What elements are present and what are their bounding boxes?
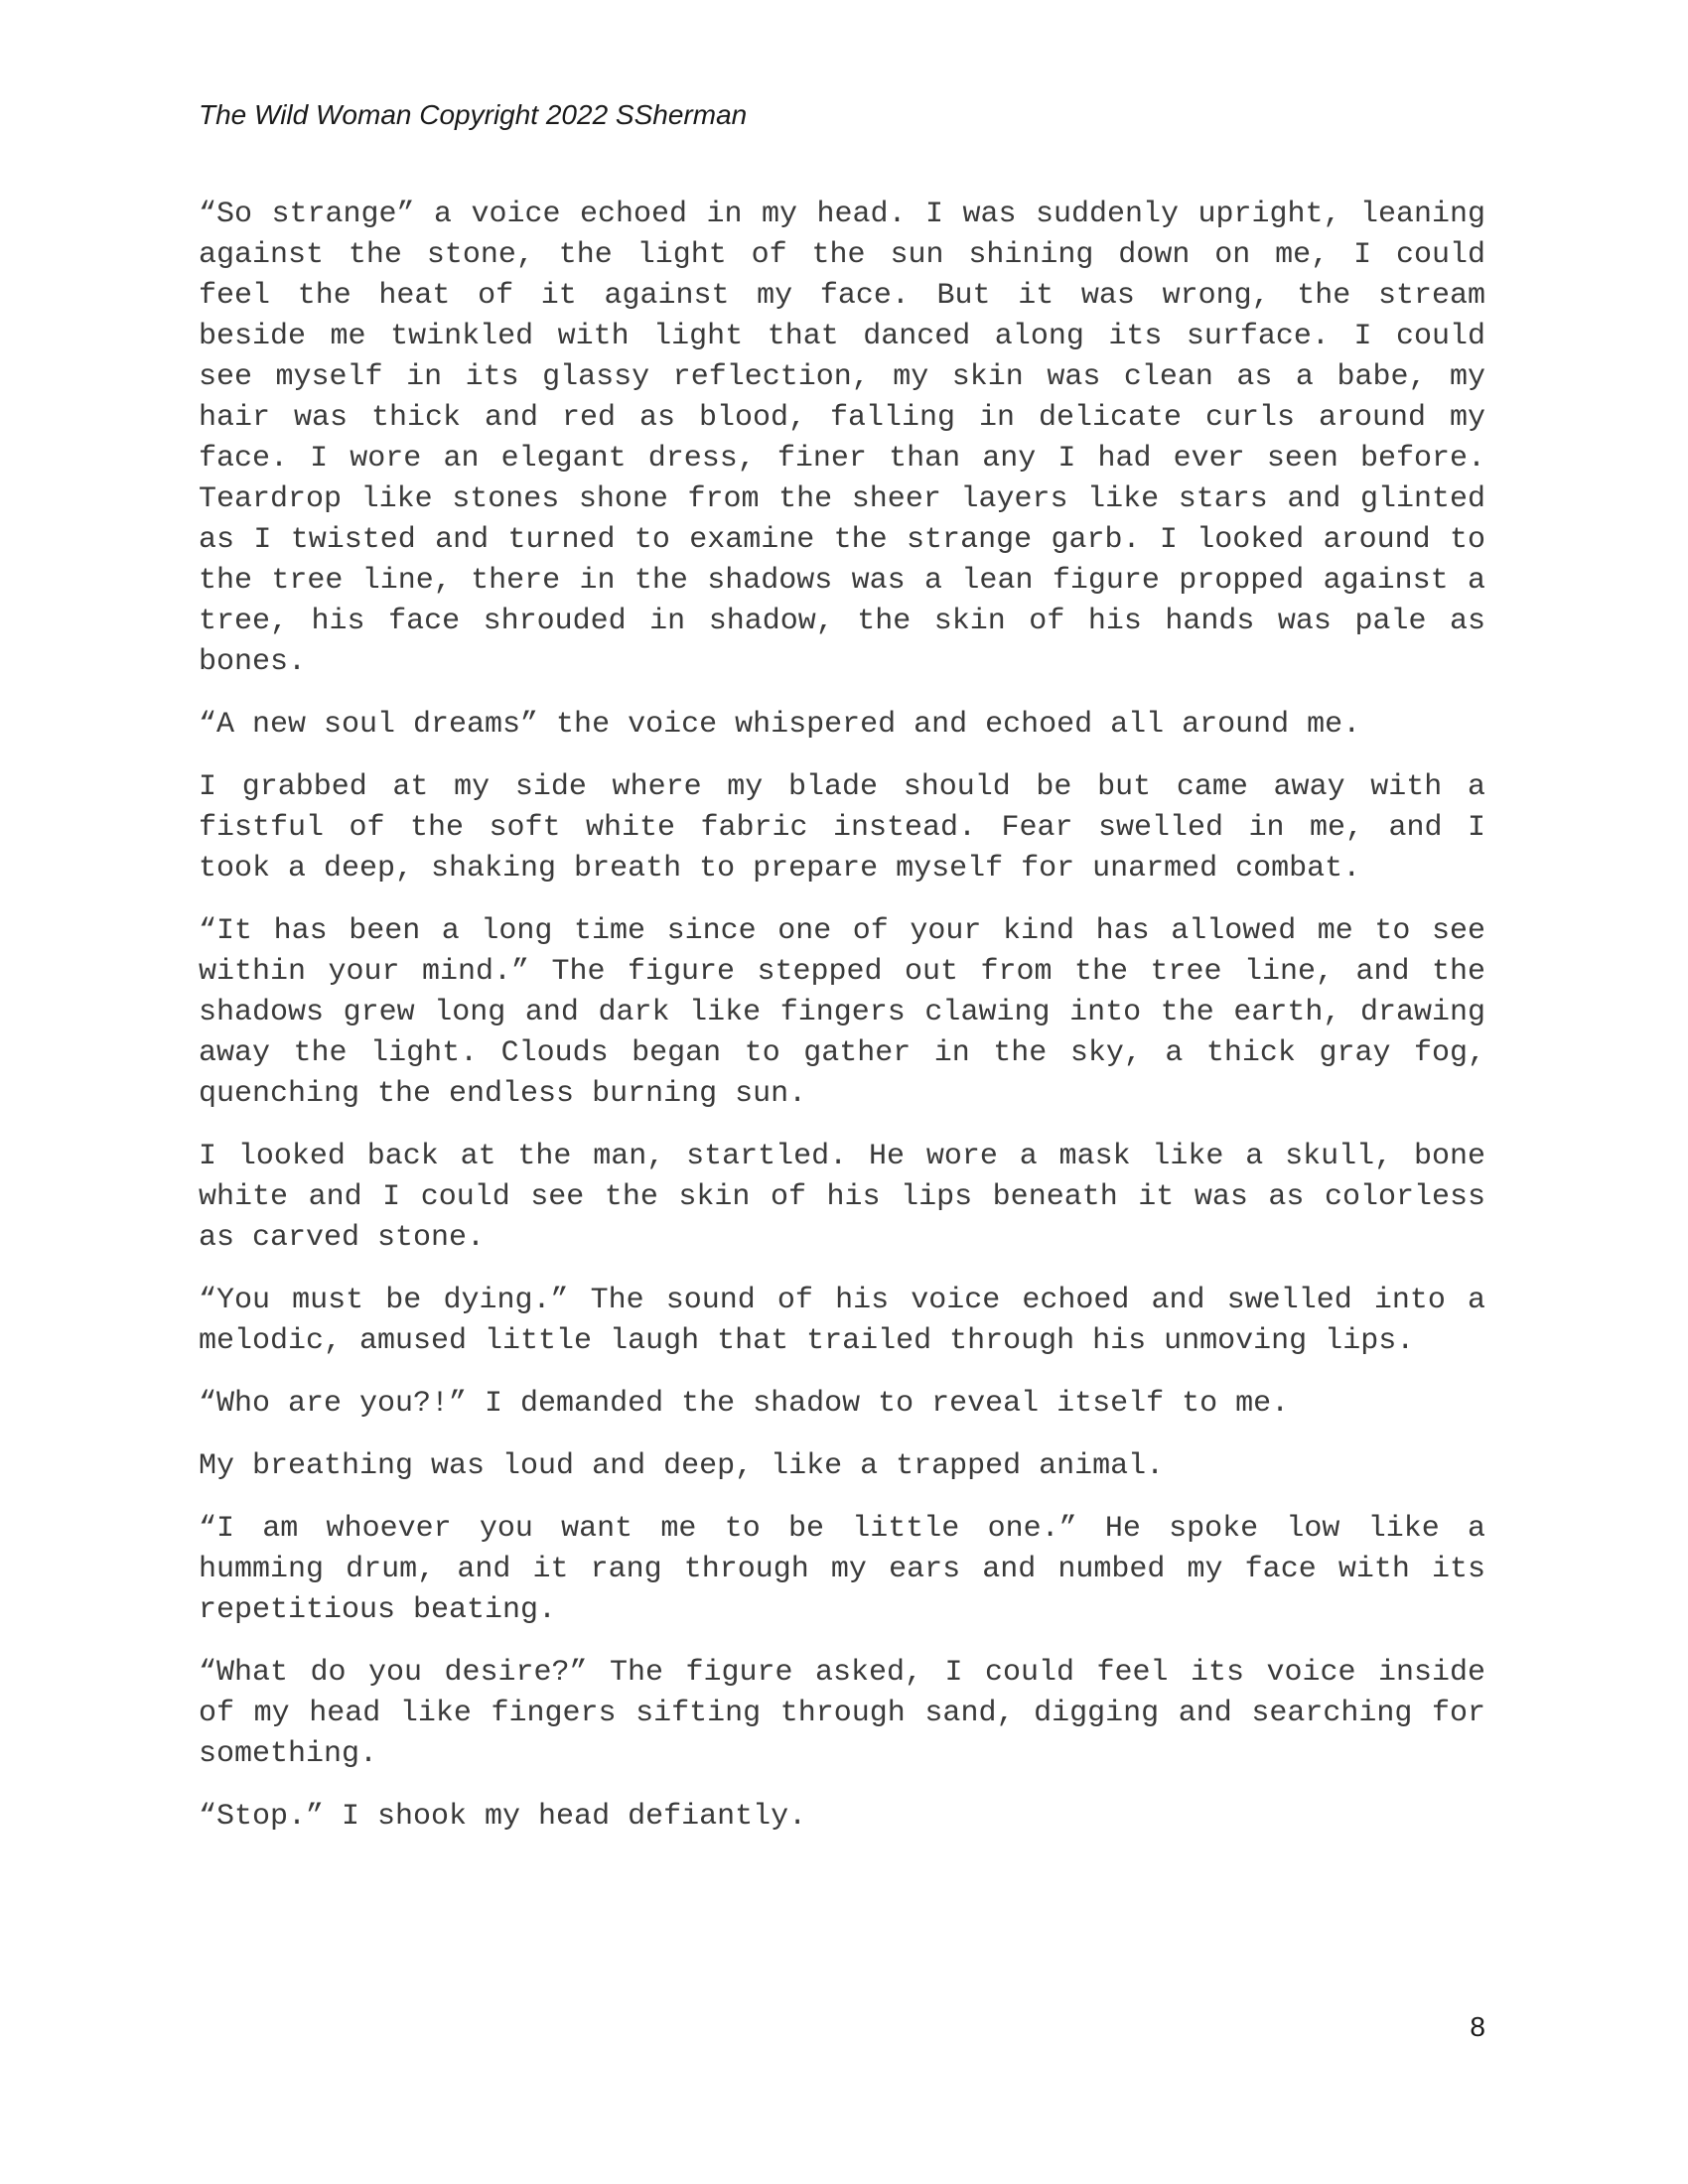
paragraph: “You must be dying.” The sound of his voice echoed and swelled into a melodic, amused little laugh that trailed through his unmoving lips. bbox=[199, 1284, 1485, 1358]
paragraph: “So strange” a voice echoed in my head. I was suddenly upright, leaning against the stone, the light of the sun shining down on me, I could feel the heat of it against my face. But it was wrong, the stream beside me twinkled with light that danced along its surface. I could see myself in its glassy reflection, my skin was clean as a babe, my hair was thick and red as blood, falling in delicate curls around my face. I wore an elegant dress, finer than any I had ever seen before. Teardrop like stones shone from the sheer layers like stars and glinted as I twisted and turned to examine the strange garb. I looked around to the tree line, there in the shadows was a lean figure propped against a tree, his face shrouded in shadow, the skin of his hands was pale as bones. bbox=[199, 198, 1485, 679]
page-number: 8 bbox=[1470, 2011, 1485, 2042]
paragraph: I looked back at the man, startled. He wore a mask like a skull, bone white and I could see the skin of his lips beneath it was as colorless as carved stone. bbox=[199, 1140, 1485, 1255]
paragraph: I grabbed at my side where my blade should be but came away with a fistful of the soft white fabric instead. Fear swelled in me, and I took a deep, shaking breath to prepare myself for unarmed combat. bbox=[199, 770, 1485, 886]
paragraph: “What do you desire?” The figure asked, I could feel its voice inside of my head like fingers sifting through sand, digging and searching for something. bbox=[199, 1656, 1485, 1771]
running-header: The Wild Woman Copyright 2022 SSherman bbox=[199, 99, 748, 130]
paragraph: My breathing was loud and deep, like a trapped animal. bbox=[199, 1449, 1165, 1483]
paragraph: “Stop.” I shook my head defiantly. bbox=[199, 1800, 807, 1834]
paragraph: “Who are you?!” I demanded the shadow to reveal itself to me. bbox=[199, 1387, 1290, 1421]
paragraph: “I am whoever you want me to be little one.” He spoke low like a humming drum, and it rang through my ears and numbed my face with its repetitious beating. bbox=[199, 1512, 1485, 1627]
body-text bbox=[199, 195, 1485, 1859]
paragraph: “It has been a long time since one of your kind has allowed me to see within your mind.” The figure stepped out from the tree line, and the shadows grew long and dark like fingers clawing into the earth, drawing away the light. Clouds began to gather in the sky, a thick gray fog, quenching the endless burning sun. bbox=[199, 914, 1485, 1111]
paragraph: “A new soul dreams” the voice whispered and echoed all around me. bbox=[199, 708, 1361, 742]
